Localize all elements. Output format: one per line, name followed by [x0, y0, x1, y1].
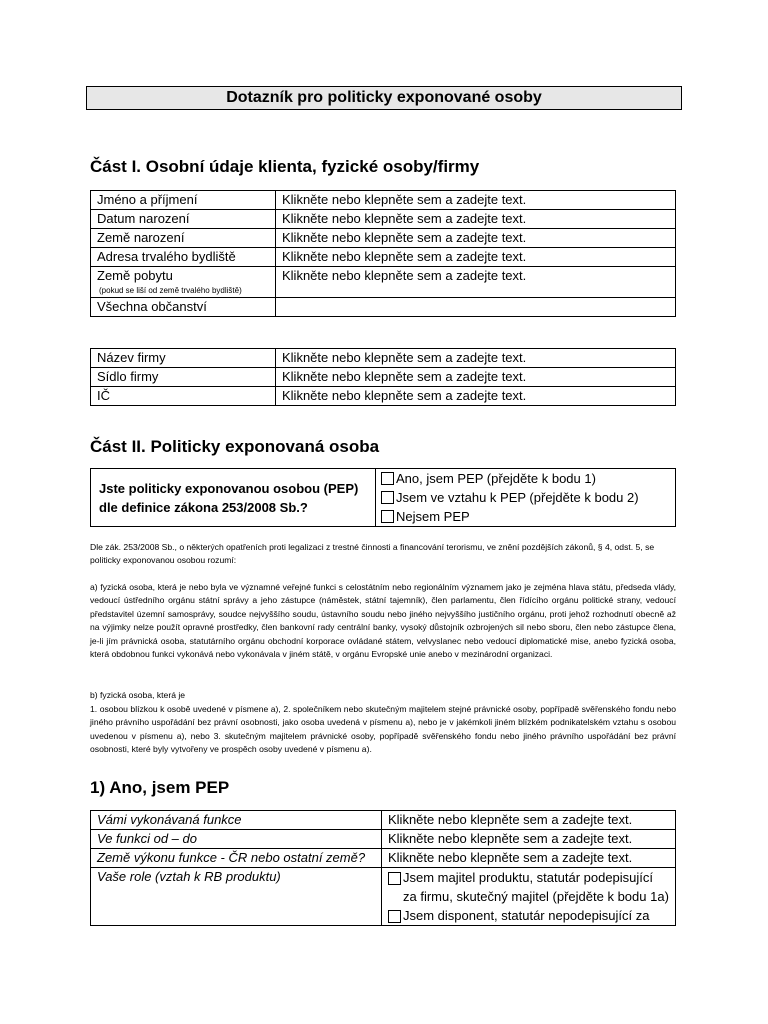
option-label: Jsem disponent, statutár nepodepisující za [403, 908, 650, 923]
row-label: Sídlo firmy [91, 368, 276, 387]
table-row [91, 229, 676, 248]
row-label-text: Země pobytu [97, 268, 173, 283]
part2-heading: Část II. Politicky exponovaná osoba [90, 437, 380, 456]
row-label: Datum narození [91, 210, 276, 229]
pep-option-yes[interactable] [381, 469, 670, 488]
table-row [91, 191, 676, 210]
row-label-note: (pokud se liší od země trvalého bydliště) [99, 286, 242, 295]
row-label: Země narození [91, 229, 276, 248]
row-label [91, 267, 276, 298]
table-row [91, 469, 676, 527]
citizenship-field[interactable] [276, 298, 676, 317]
table-row [91, 298, 676, 317]
option-label: Jsem majitel produktu, statutár podepisující za firmu, skutečný majitel (přejděte k bodu 1a) [403, 870, 669, 904]
document-title: Dotazník pro politicky exponované osoby [86, 86, 682, 110]
row-label: Vaše role (vztah k RB produktu) [91, 868, 382, 926]
table-row [91, 368, 676, 387]
table-row [91, 210, 676, 229]
birth-country-field[interactable]: Klikněte nebo klepněte sem a zadejte text. [276, 229, 676, 248]
table-row [91, 267, 676, 298]
row-label: Jméno a příjmení [91, 191, 276, 210]
name-field[interactable]: Klikněte nebo klepněte sem a zadejte text. [276, 191, 676, 210]
checkbox[interactable] [388, 910, 401, 923]
table-row [91, 830, 676, 849]
pep-question: Jste politicky exponovanou osobou (PEP) dle definice zákona 253/2008 Sb.? [91, 469, 376, 527]
option-label: Nejsem PEP [396, 509, 470, 524]
legal-definition-b-heading: b) fyzická osoba, která je [90, 690, 186, 700]
personal-data-table [90, 190, 676, 317]
birth-date-field[interactable]: Klikněte nebo klepněte sem a zadejte text. [276, 210, 676, 229]
row-label: Vámi vykonávaná funkce [91, 811, 382, 830]
residence-country-field[interactable]: Klikněte nebo klepněte sem a zadejte text. [276, 267, 676, 298]
checkbox[interactable] [381, 491, 394, 504]
pep-details-table [90, 810, 676, 926]
pep-option-no[interactable] [381, 507, 670, 526]
legal-definition-b: 1. osobou blízkou k osobě uvedené v písmene a), 2. společníkem nebo skutečným majitelem stejné právnické osoby, popřípadě svěřenského fondu nebo jiného právního uspořádání bez právní osobnosti, jako osoba uvedená v písmenu a), nebo je v jakémkoli jiném blízkém podnikatelském vztahu s osobou uvedenou v písmenu a), nebo 3. skutečným majitelem právnické osoby, popřípadě svěřenského fondu nebo jiného právního uspořádání bez právní osobnosti, které byly vytvořeny ve prospěch osoby uvedené v písmenu a). [90, 704, 676, 755]
company-data-table [90, 348, 676, 406]
option-label: Ano, jsem PEP (přejděte k bodu 1) [396, 471, 596, 486]
function-country-field[interactable]: Klikněte nebo klepněte sem a zadejte text. [382, 849, 676, 868]
role-option-disponent[interactable] [388, 906, 669, 925]
company-name-field[interactable]: Klikněte nebo klepněte sem a zadejte text. [276, 349, 676, 368]
pep-option-related[interactable] [381, 488, 670, 507]
role-option-owner[interactable] [388, 868, 669, 906]
option-label: Jsem ve vztahu k PEP (přejděte k bodu 2) [396, 490, 639, 505]
checkbox[interactable] [388, 872, 401, 885]
company-seat-field[interactable]: Klikněte nebo klepněte sem a zadejte text. [276, 368, 676, 387]
function-period-field[interactable]: Klikněte nebo klepněte sem a zadejte text. [382, 830, 676, 849]
row-label: Název firmy [91, 349, 276, 368]
checkbox[interactable] [381, 472, 394, 485]
table-row [91, 849, 676, 868]
role-options-cell [382, 868, 676, 926]
address-field[interactable]: Klikněte nebo klepněte sem a zadejte text. [276, 248, 676, 267]
checkbox[interactable] [381, 510, 394, 523]
pep-question-table [90, 468, 676, 527]
table-row [91, 387, 676, 406]
row-label: IČ [91, 387, 276, 406]
legal-intro: Dle zák. 253/2008 Sb., o některých opatřeních proti legalizaci z trestné činnosti a financování terorismu, ve znění pozdějších zákonů, § 4, odst. 5, se politicky exponovanou osobou rozumí: [90, 542, 655, 566]
function-field[interactable]: Klikněte nebo klepněte sem a zadejte text. [382, 811, 676, 830]
row-label: Ve funkci od – do [91, 830, 382, 849]
row-label: Země výkonu funkce - ČR nebo ostatní země? [91, 849, 382, 868]
row-label: Všechna občanství [91, 298, 276, 317]
row-label: Adresa trvalého bydliště [91, 248, 276, 267]
table-row [91, 349, 676, 368]
company-id-field[interactable]: Klikněte nebo klepněte sem a zadejte text. [276, 387, 676, 406]
legal-definition-a: a) fyzická osoba, která je nebo byla ve významné veřejné funkci s celostátním nebo regionálním významem jako je zejména hlava státu, předseda vlády, vedoucí ústředního orgánu státní správy a jeho zástupce (náměstek, státní tajemník), člen parlamentu, člen řídícího orgánu politické strany, vedoucí představitel územní samosprávy, soudce nejvyššího soudu, ústavního soudu nebo jiného nejvyššího justičního orgánu, proti jehož rozhodnutí obecně až na výjimky nelze použít opravné prostředky, člen bankovní rady centrální banky, vysoký důstojník ozbrojených sil nebo sboru, člen nebo zástupce člena, je-li jím právnická osoba, statutárního orgánu obchodní korporace ovládané státem, velvyslanec nebo vedoucí diplomatické mise, anebo fyzická osoba, která obdobnou funkci vykonává nebo vykonávala v jiném státě, v orgánu Evropské unie anebo v mezinárodní organizaci. [90, 582, 676, 660]
pep-options-cell [376, 469, 676, 527]
section1-heading: 1) Ano, jsem PEP [90, 778, 230, 797]
table-row [91, 811, 676, 830]
table-row [91, 248, 676, 267]
part1-heading: Část I. Osobní údaje klienta, fyzické osoby/firmy [90, 157, 480, 176]
table-row [91, 868, 676, 926]
